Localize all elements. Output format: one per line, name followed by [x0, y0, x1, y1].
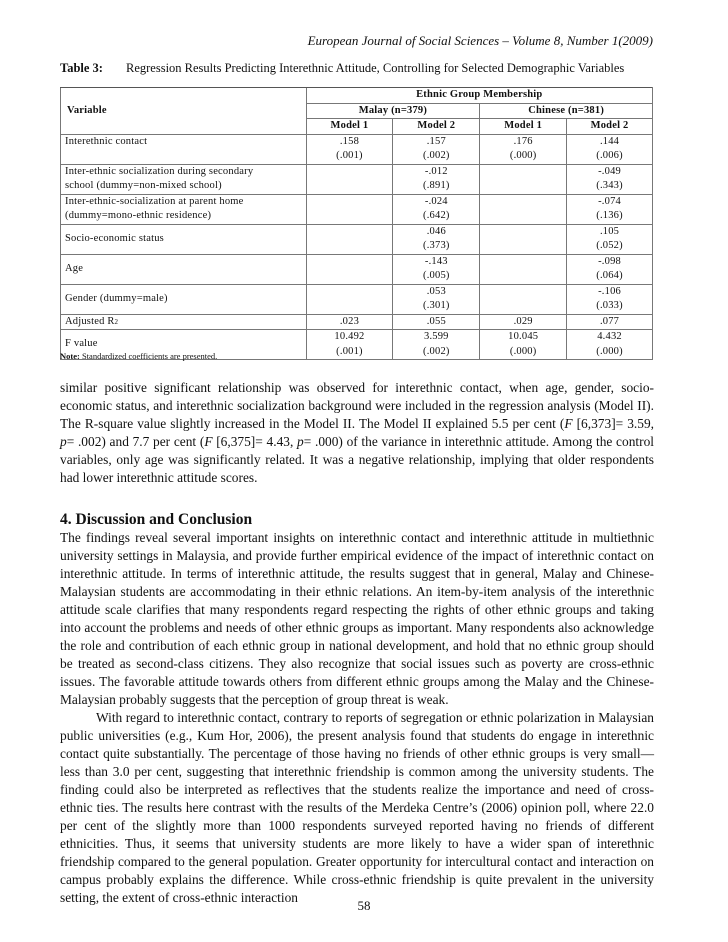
cell: 10.492	[306, 330, 393, 345]
cell: (.136)	[567, 209, 653, 224]
row-label: Socio-economic status	[61, 224, 307, 254]
discussion-paragraph-1: The findings reveal several important insights on interethnic contact and interethnic attitude in multiethnic university settings in Malaysia, and provide further empirical evidence of the impact of interethnic contact on interethnic attitude. In terms of interethnic attitude, the results suggest that in general, Malay and Chinese-Malaysian students are accommodating in their ethnic relations. An item-by-item analysis of the interethnic attitude scale clarifies that many respondents regard respecting the rights of other ethnic groups and taking into account the problems and needs of other ethnic groups as important. Many respondents also acknowledge the role and contribution of each ethnic group in national development, and hold that no ethnic group should be treated as second-class citizens. They also recognize that social issues such as poverty are cross-ethnic issues. The favorable attitude towards others from different ethnic groups among the Malay and the Chinese-Malaysian probably suggests that the perception of group threat is weak.	[60, 530, 654, 707]
group-header: Ethnic Group Membership	[306, 88, 652, 104]
section-heading: 4. Discussion and Conclusion	[60, 511, 253, 528]
cell: (.002)	[393, 345, 480, 360]
cell: .158	[306, 134, 393, 149]
table-title: Regression Results Predicting Interethnic Attitude, Controlling for Selected Demographic Variables	[126, 61, 625, 75]
cell	[480, 209, 567, 224]
cell: .157	[393, 134, 480, 149]
table-row	[61, 134, 653, 149]
table-row	[61, 164, 653, 179]
cell: (.064)	[567, 269, 653, 284]
cell: -.024	[393, 194, 480, 209]
cell: .176	[480, 134, 567, 149]
cell: 3.599	[393, 330, 480, 345]
cell: (.373)	[393, 239, 480, 254]
page-number: 58	[357, 898, 371, 913]
cell	[306, 164, 393, 179]
row-label: Inter-ethnic socialization during secondary	[61, 164, 307, 179]
table-row	[61, 254, 653, 269]
cell: (.000)	[480, 345, 567, 360]
cell: (.001)	[306, 345, 393, 360]
cell: (.002)	[393, 149, 480, 164]
variable-header: Variable	[61, 88, 307, 119]
cell	[480, 269, 567, 284]
row-label: Gender (dummy=male)	[61, 284, 307, 314]
cell: 10.045	[480, 330, 567, 345]
cell: (.006)	[567, 149, 653, 164]
cell: -.074	[567, 194, 653, 209]
cell	[306, 179, 393, 194]
cell: -.012	[393, 164, 480, 179]
cell: (.343)	[567, 179, 653, 194]
table-note: Note: Standardized coefficients are presented.	[60, 351, 218, 361]
cell: 4.432	[567, 330, 653, 345]
cell: .105	[567, 224, 653, 239]
cell	[306, 224, 393, 239]
cell: .055	[393, 314, 480, 330]
journal-header: European Journal of Social Sciences – Volume 8, Number 1(2009)	[307, 33, 653, 48]
cell	[306, 299, 393, 314]
table-row	[61, 284, 653, 299]
cell: -.143	[393, 254, 480, 269]
malay-header: Malay (n=379)	[306, 103, 480, 119]
table-row	[61, 314, 653, 330]
table-row	[61, 194, 653, 209]
cell: .077	[567, 314, 653, 330]
cell: (.052)	[567, 239, 653, 254]
table-label: Table 3:	[60, 61, 103, 75]
cell	[480, 194, 567, 209]
cell	[306, 254, 393, 269]
cell	[480, 239, 567, 254]
cell	[306, 284, 393, 299]
row-label-cont: school (dummy=non-mixed school)	[61, 179, 307, 194]
cell: .144	[567, 134, 653, 149]
cell: (.891)	[393, 179, 480, 194]
cell: -.106	[567, 284, 653, 299]
malay-model2-header: Model 2	[393, 119, 480, 135]
table-row	[61, 224, 653, 239]
discussion-body	[60, 529, 654, 907]
cell	[306, 194, 393, 209]
cell	[480, 284, 567, 299]
cell	[480, 224, 567, 239]
cell: (.033)	[567, 299, 653, 314]
cell	[306, 269, 393, 284]
chinese-model2-header: Model 2	[567, 119, 653, 135]
cell	[306, 209, 393, 224]
row-label: Interethnic contact	[61, 134, 307, 149]
discussion-paragraph-2: With regard to interethnic contact, contrary to reports of segregation or ethnic polarization in Malaysian public universities (e.g., Kum Hor, 2006), the present analysis found that students do engage in interethnic contact quite substantially. The percentage of those having no friends of other ethnic groups is very small—less than 3.0 per cent, suggesting that interethnic friendship is common among the university students. The finding could also be interpreted as reflectives that the students realize the importance and need of cross-ethnic ties. The results here contrast with the results of the Merdeka Centre’s (2006) opinion poll, where 22.0 per cent of the slightly more than 1000 respondents surveyed reported having no friends of different ethnicities. Thus, it seems that university students are more likely to have a wider span of interethnic friendship compared to the general population. Greater opportunity for intercultural contact and interaction on campus probably explains the difference. While cross-ethnic friendship is quite prevalent in the university setting, the extent of cross-ethnic interaction	[60, 710, 654, 905]
malay-model1-header: Model 1	[306, 119, 393, 135]
cell: (.000)	[480, 149, 567, 164]
cell: (.301)	[393, 299, 480, 314]
cell: (.000)	[567, 345, 653, 360]
row-label-cont	[61, 149, 307, 164]
cell: .023	[306, 314, 393, 330]
table-row	[61, 330, 653, 345]
f-value-label: F value	[61, 330, 307, 360]
cell: (.005)	[393, 269, 480, 284]
cell	[480, 164, 567, 179]
chinese-model1-header: Model 1	[480, 119, 567, 135]
cell: -.098	[567, 254, 653, 269]
cell	[480, 179, 567, 194]
cell	[306, 239, 393, 254]
regression-table	[60, 87, 653, 360]
cell: .053	[393, 284, 480, 299]
chinese-header: Chinese (n=381)	[480, 103, 653, 119]
row-label-cont: (dummy=mono-ethnic residence)	[61, 209, 307, 224]
cell: (.001)	[306, 149, 393, 164]
cell	[480, 254, 567, 269]
cell: .046	[393, 224, 480, 239]
row-label: Age	[61, 254, 307, 284]
cell: .029	[480, 314, 567, 330]
table-caption	[60, 61, 624, 76]
cell: -.049	[567, 164, 653, 179]
results-paragraph: similar positive significant relationship was observed for interethnic contact, when age, gender, socio-economic status, and interethnic socialization background were included in the regression analysis (Model II). The R-square value slightly increased in the Model II. The Model II explained 5.5 per cent (F [6,373]= 3.59, p= .002) and 7.7 per cent (F [6,375]= 4.43, p= .000) of the variance in interethnic attitude. Among the control variables, only age was significantly related. It was a negative relationship, implying that older respondents had lower interethnic attitude scores.	[60, 380, 655, 485]
adjusted-r2-label: Adjusted $R^2$	[61, 314, 307, 330]
cell: (.642)	[393, 209, 480, 224]
cell	[480, 299, 567, 314]
row-label: Inter-ethnic-socialization at parent home	[61, 194, 307, 209]
